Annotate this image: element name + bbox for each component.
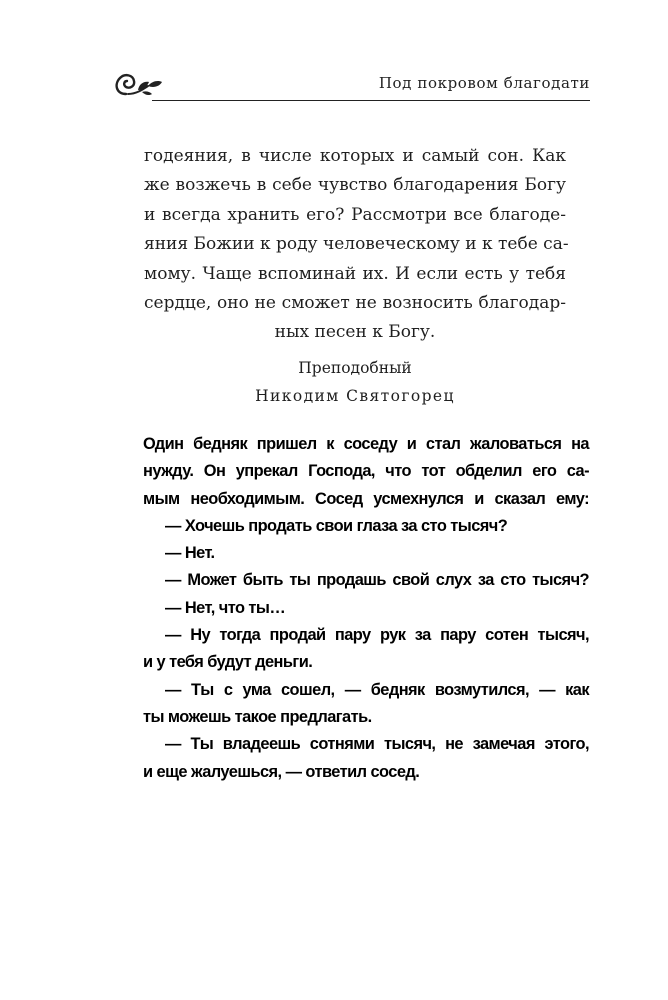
header-rule [152, 100, 590, 101]
quote-line: ных песен к Богу. [274, 322, 436, 343]
quote-line: годеяния, в числе которых и самый сон. Как [144, 146, 566, 166]
story-line: ты можешь такое предлагать. [143, 707, 372, 726]
quote-line: мому. Чаще вспоминай их. И если есть у тебя [144, 263, 566, 284]
quote-line: и всегда хранить его? Рассмотри все благоде- [144, 204, 566, 225]
quote-line: яния Божии к роду человеческому и к тебе са- [144, 234, 569, 255]
story-line: — Ты владеешь сотнями тысяч, не замечая этого, [165, 735, 589, 754]
story-line: мым необходимым. Сосед усмехнулся и сказал ему: [143, 489, 589, 508]
story-line: — Ты с ума сошел, — бедняк возмутился, — как [165, 680, 589, 699]
running-title: Под покровом благодати [378, 74, 590, 92]
quote-line: же возжечь в себе чувство благодарения Богу [144, 175, 566, 196]
quote-attribution [144, 354, 566, 410]
story-line: — Нет. [165, 544, 215, 563]
story-line: — Нет, что ты… [165, 598, 286, 617]
attribution-title: Преподобный [298, 359, 412, 377]
page-header [112, 60, 590, 104]
story-block [143, 431, 589, 786]
story-line: — Хочешь продать свои глаза за сто тысяч? [165, 516, 508, 535]
story-line: нужду. Он упрекал Господа, что тот обделил его са- [143, 462, 589, 481]
floral-swirl-icon [112, 64, 164, 100]
story-line: — Ну тогда продай пару рук за пару сотен тысяч, [165, 626, 589, 645]
quote-block [144, 142, 569, 348]
story-line: — Может быть ты продашь свой слух за сто тысяч? [165, 571, 589, 590]
story-line: Один бедняк пришел к соседу и стал жаловаться на [143, 435, 589, 453]
story-line: и еще жалуешься, — ответил сосед. [143, 762, 420, 781]
attribution-name: Никодим Святогорец [255, 387, 455, 405]
story-line: и у тебя будут деньги. [143, 653, 313, 672]
quote-line: сердце, оно не сможет не возносить благодар- [144, 293, 566, 314]
